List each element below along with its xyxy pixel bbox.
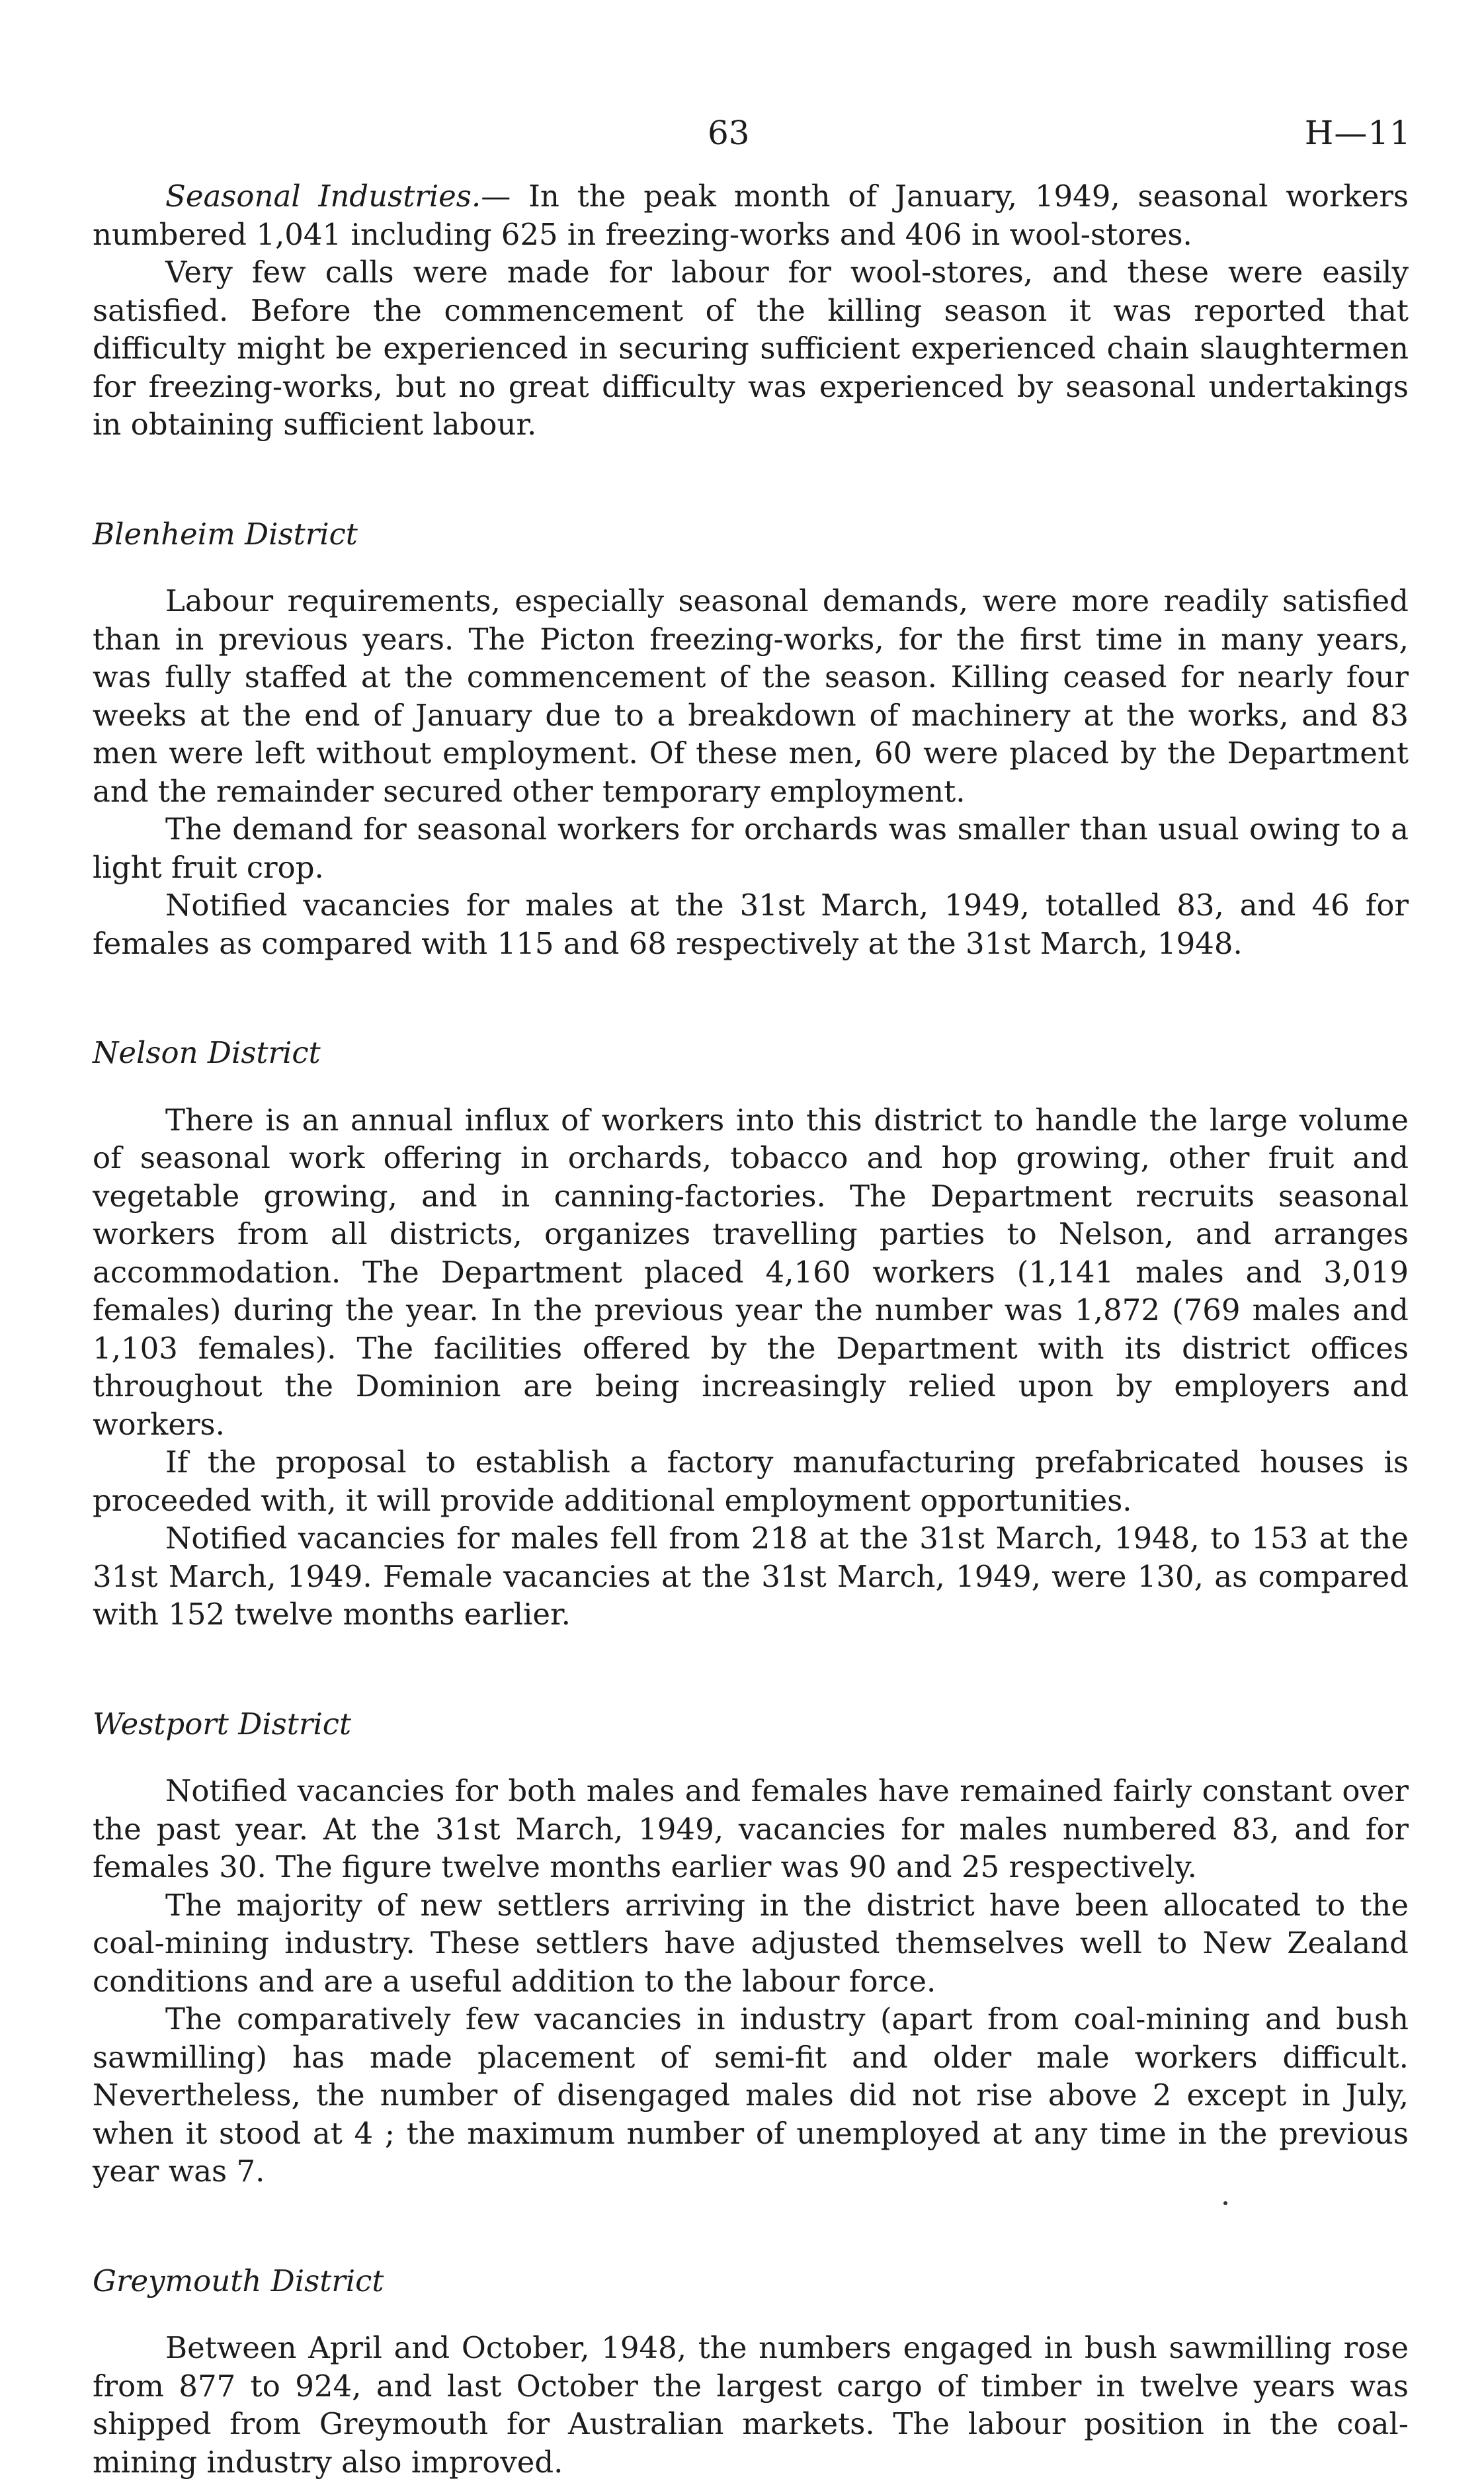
document-reference: H—11 <box>1305 114 1411 152</box>
section-seasonal-industries <box>93 177 1409 444</box>
paragraph: Between April and October, 1948, the numbers engaged in bush sawmilling rose from 877 to 924, and last October the largest cargo of timber in twelve years was shipped from Greymouth for Australian markets. The labour position in the coal-mining industry also improved. <box>93 2329 1409 2481</box>
paragraph: Labour requirements, especially seasonal demands, were more readily satisfied than in previous years. The Picton freezing-works, for the first time in many years, was fully staffed at the commencement of the season. Killing ceased for nearly four weeks at the end of January due to a breakdown of machinery at the works, and 83 men were left without employment. Of these men, 60 were placed by the Department and the remainder secured other temporary employment. <box>93 582 1409 810</box>
paragraph: Notified vacancies for males at the 31st March, 1949, totalled 83, and 46 for females as compared with 115 and 68 respectively at the 31st March, 1948. <box>93 886 1409 962</box>
paragraph: The demand for seasonal workers for orchards was smaller than usual owing to a light fruit crop. <box>93 810 1409 886</box>
paragraph: Notified vacancies for both males and females have remained fairly constant over the past year. At the 31st March, 1949, vacancies for males numbered 83, and for females 30. The figure twelve months earlier was 90 and 25 respectively. <box>93 1772 1409 1886</box>
section-blenheim-district <box>93 515 1409 963</box>
paragraph: If the proposal to establish a factory manufacturing prefabricated houses is proceeded with, it will provide additional employment opportunities. <box>93 1443 1409 1519</box>
section-heading: Nelson District <box>93 1034 1409 1072</box>
paragraph: There is an annual influx of workers into this district to handle the large volume of seasonal work offering in orchards, tobacco and hop growing, other fruit and vegetable growing, and in canning-factories. The Department recruits seasonal workers from all districts, organizes travelling parties to Nelson, and arranges accommodation. The Department placed 4,160 workers (1,141 males and 3,019 females) during the year. In the previous year the number was 1,872 (769 males and 1,103 females). The facilities offered by the Department with its district offices throughout the Dominion are being increasingly relied upon by employers and workers. <box>93 1101 1409 1444</box>
scan-speck <box>1223 2201 1227 2205</box>
paragraph: The comparatively few vacancies in industry (apart from coal-mining and bush sawmilling) has made placement of semi-fit and older male workers difficult. Nevertheless, the number of disengaged males did not rise above 2 except in July, when it stood at 4 ; the maximum number of unemployed at any time in the previous year was 7. <box>93 2000 1409 2191</box>
paragraph: Notified vacancies for males fell from 218 at the 31st March, 1948, to 153 at the 31st March, 1949. Female vacancies at the 31st March, 1949, were 130, as compared with 152 twelve months earlier. <box>93 1519 1409 1634</box>
section-heading: Westport District <box>93 1705 1409 1744</box>
section-westport-district <box>93 1705 1409 2191</box>
paragraph: The majority of new settlers arriving in the district have been allocated to the coal-mining industry. These settlers have adjusted themselves well to New Zealand conditions and are a useful addition to the labour force. <box>93 1886 1409 2001</box>
section-lead-title: Seasonal Industries. <box>165 179 481 214</box>
section-greymouth-district <box>93 2262 1409 2481</box>
page-header <box>0 114 1484 167</box>
paragraph-text: — In the peak month of January, 1949, seasonal workers numbered 1,041 including 625 in freezing-works and 406 in wool-stores. <box>93 179 1409 252</box>
section-nelson-district <box>93 1034 1409 1634</box>
paragraph <box>93 177 1409 253</box>
section-heading: Greymouth District <box>93 2262 1409 2300</box>
paragraph: Very few calls were made for labour for wool-stores, and these were easily satisfied. Before the commencement of the killing season it was reported that difficulty might be experienced in securing sufficient experienced chain slaughtermen for freezing-works, but no great difficulty was experienced by seasonal undertakings in obtaining sufficient labour. <box>93 253 1409 444</box>
section-heading: Blenheim District <box>93 515 1409 554</box>
page-number: 63 <box>708 114 750 152</box>
document-body <box>93 177 1409 2481</box>
